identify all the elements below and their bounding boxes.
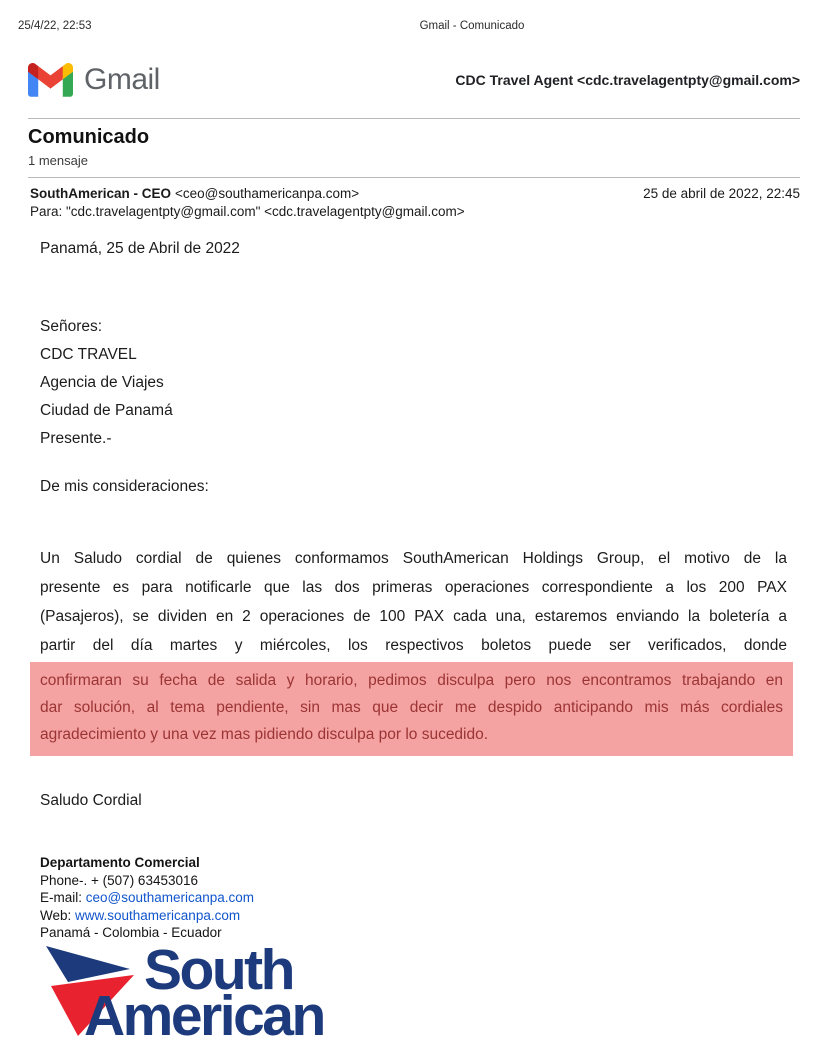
email-link[interactable]: ceo@southamericanpa.com	[85, 890, 255, 905]
signature-web-line	[40, 907, 787, 925]
account-header: CDC Travel Agent <cdc.travelagentpty@gmail.com>	[455, 72, 800, 88]
closing-salute: Saludo Cordial	[40, 792, 142, 809]
message-count: 1 mensaje	[28, 153, 88, 168]
paragraph-line: partir del día martes y miércoles, los respectivos boletos puede ser verificados, donde	[40, 637, 787, 654]
highlighted-line: agradecimiento y una vez mas pidiendo disculpa por lo sucedido.	[40, 726, 489, 743]
paragraph-line: (Pasajeros), se dividen en 2 operaciones de 100 PAX cada una, estaremos enviando la boletería a	[40, 608, 787, 625]
sender-email: <ceo@southamericanpa.com>	[175, 186, 360, 201]
print-page-title: Gmail - Comunicado	[419, 20, 525, 32]
email-body	[40, 235, 787, 1048]
email-label: E-mail:	[40, 890, 86, 905]
gmail-header-bar	[28, 56, 800, 104]
address-line: Ciudad de Panamá	[40, 402, 173, 419]
web-link[interactable]: www.southamericanpa.com	[75, 907, 241, 923]
gmail-wordmark: Gmail	[84, 63, 160, 96]
logo-word-south: South	[144, 937, 293, 1002]
highlighted-line: confirmaran su fecha de salida y horario, pedimos disculpa pero nos encontramos trabajando en	[40, 672, 783, 689]
gmail-m-icon	[28, 63, 73, 97]
sender-name: SouthAmerican - CEO	[30, 186, 172, 201]
southamerican-logo	[40, 937, 787, 1048]
signature-email-line	[40, 889, 787, 907]
highlighted-line: dar solución, al tema pendiente, sin mas que decir me despido anticipando mis más cordiales	[40, 699, 783, 716]
sender	[30, 186, 359, 201]
main-paragraph	[40, 544, 787, 660]
address-line: Presente.-	[40, 430, 112, 447]
highlighted-paragraph	[30, 662, 793, 756]
address-line: CDC TRAVEL	[40, 346, 137, 363]
logo-word-american: American	[84, 983, 324, 1048]
address-line: Señores:	[40, 318, 103, 335]
signature-department: Departamento Comercial	[40, 855, 200, 870]
paragraph-line: Un Saludo cordial de quienes conformamos SouthAmerican Holdings Group, el motivo de la	[40, 550, 787, 567]
web-label: Web:	[40, 907, 76, 923]
body-dateline: Panamá, 25 de Abril de 2022	[40, 240, 240, 257]
signature-block	[40, 854, 787, 942]
divider	[28, 177, 800, 178]
signature-countries: Panamá - Colombia - Ecuador	[40, 925, 222, 940]
recipient-address-block	[40, 313, 787, 453]
sender-row	[30, 186, 800, 201]
signature-phone: Phone-. + (507) 63453016	[40, 872, 198, 888]
salutation: De mis consideraciones:	[40, 478, 209, 495]
message-date: 25 de abril de 2022, 22:45	[643, 186, 800, 201]
address-line: Agencia de Viajes	[40, 374, 164, 391]
recipient-line: Para: "cdc.travelagentpty@gmail.com" <cdc.travelagentpty@gmail.com>	[30, 204, 465, 219]
gmail-logo	[28, 63, 160, 97]
email-subject: Comunicado	[28, 126, 150, 148]
paragraph-line: presente es para notificarle que las dos primeras operaciones correspondiente a los 200 PAX	[40, 579, 787, 596]
print-datetime: 25/4/22, 22:53	[18, 20, 92, 32]
divider	[28, 118, 800, 119]
